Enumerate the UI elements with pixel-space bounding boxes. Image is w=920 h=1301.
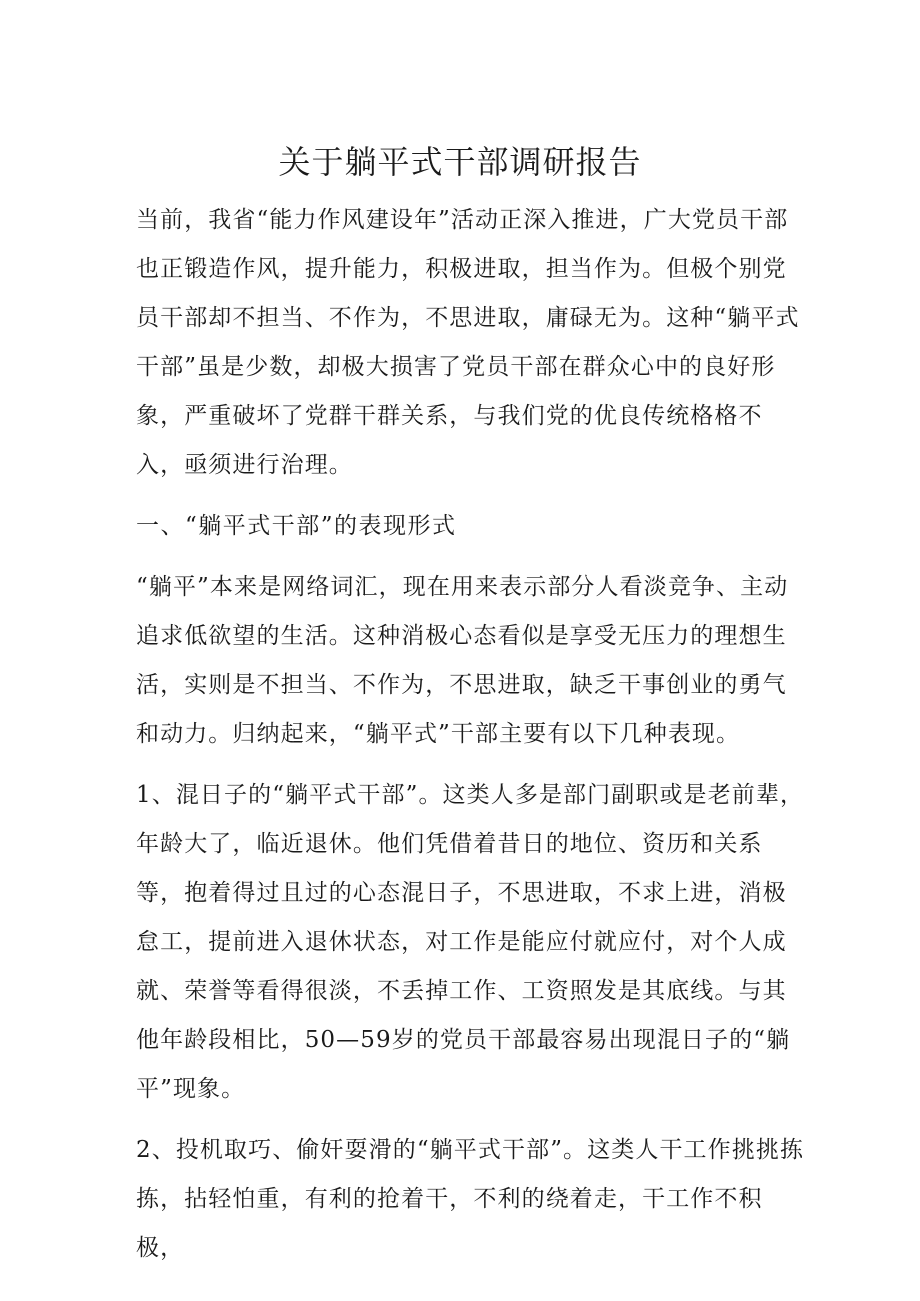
section-1-paragraph: “躺平”本来是网络词汇，现在用来表示部分人看淡竞争、主动追求低欲望的生活。这种消极心态看似是享受无压力的理想生活，实则是不担当、不作为，不思进取，缺乏干事创业的勇气和动力。归纳起来，“躺平式”干部主要有以下几种表现。 xyxy=(136,574,789,747)
document-body xyxy=(136,196,808,1273)
document-title: 关于躺平式干部调研报告 xyxy=(278,143,642,181)
section-heading-1: 一、“躺平式干部”的表现形式 xyxy=(136,513,457,539)
item-1-paragraph: 1、混日子的“躺平式干部”。这类人多是部门副职或是老前辈，年龄大了，临近退休。他们凭借着昔日的地位、资历和关系等，抱着得过且过的心态混日子，不思进取，不求上进，消极怠工，提前进入退休状态，对工作是能应付就应付，对个人成就、荣誉等看得很淡，不丢掉工作、工资照发是其底线。与其他年龄段相比，50—59岁的党员干部最容易出现混日子的“躺平”现象。 xyxy=(136,782,805,1102)
intro-paragraph: 当前，我省“能力作风建设年”活动正深入推进，广大党员干部也正锻造作风，提升能力，积极进取，担当作为。但极个别党员干部却不担当、不作为，不思进取，庸碌无为。这种“躺平式干部”虽是少数，却极大损害了党员干部在群众心中的良好形象，严重破坏了党群干群关系，与我们党的优良传统格格不入，亟须进行治理。 xyxy=(136,207,800,478)
item-2-paragraph: 2、投机取巧、偷奸耍滑的“躺平式干部”。这类人干工作挑挑拣拣，拈轻怕重，有利的抢着干，不利的绕着走，干工作不积极， xyxy=(136,1137,805,1261)
